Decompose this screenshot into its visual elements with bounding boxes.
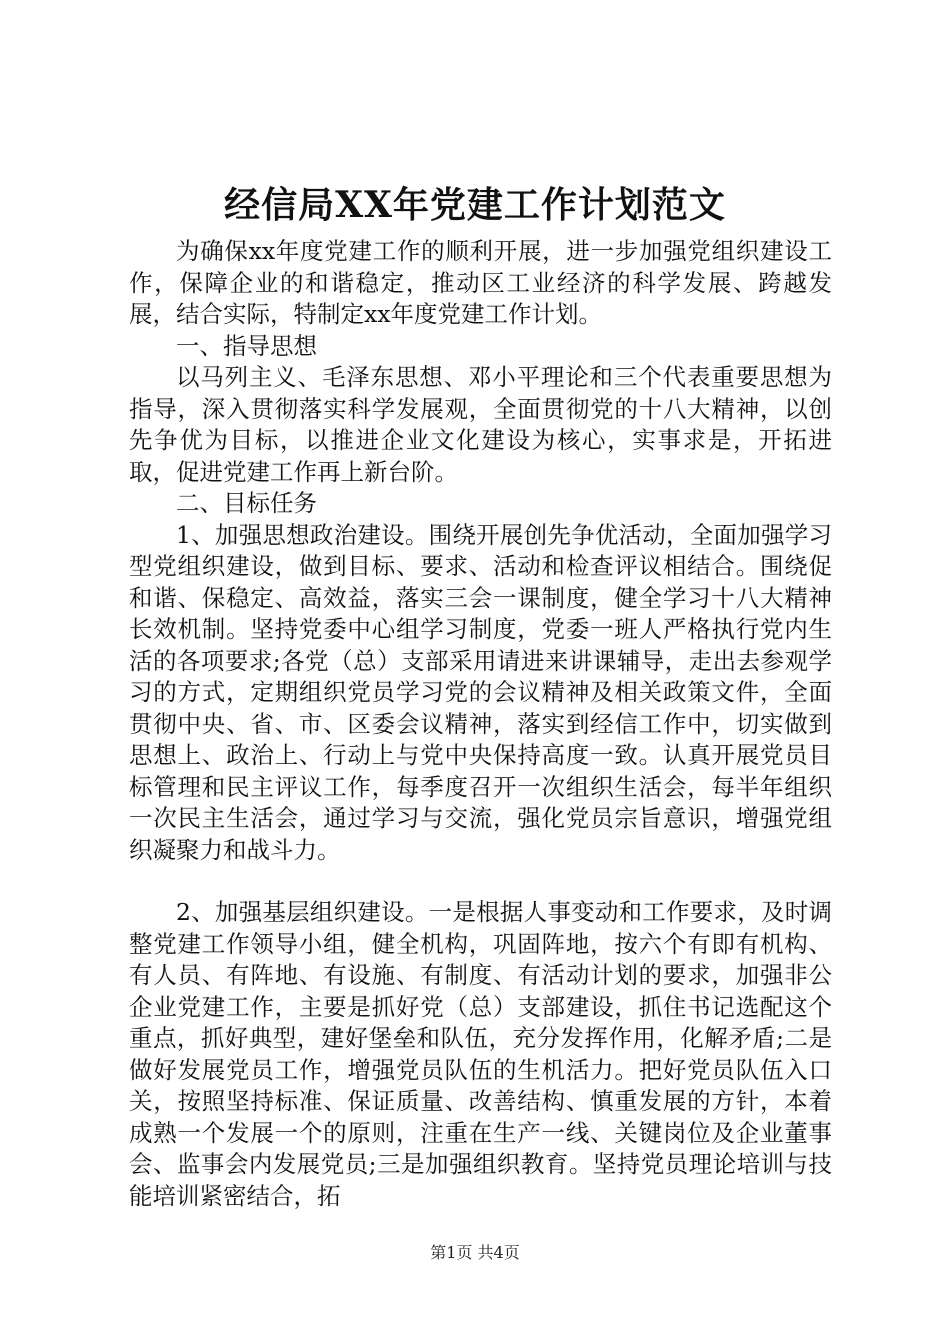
task-1-paragraph: 1、加强思想政治建设。围绕开展创先争优活动，全面加强学习型党组织建设，做到目标、要求、活动和检查评议相结合。围绕促和谐、保稳定、高效益，落实三会一课制度，健全学习十八大精神长效机制。坚持党委中心组学习制度，党委一班人严格执行党内生活的各项要求;各党（总）支部采用请进来讲课辅导，走出去参观学习的方式，定期组织党员学习党的会议精神及相关政策文件，全面贯彻中央、省、市、区委会议精神，落实到经信工作中，切实做到思想上、政治上、行动上与党中央保持高度一致。认真开展党员目标管理和民主评议工作，每季度召开一次组织生活会，每半年组织一次民主生活会，通过学习与交流，强化党员宗旨意识，增强党组织凝聚力和战斗力。: [129, 520, 832, 864]
intro-paragraph: 为确保xx年度党建工作的顺利开展，进一步加强党组织建设工作，保障企业的和谐稳定，推动区工业经济的科学发展、跨越发展，结合实际，特制定xx年度党建工作计划。: [129, 237, 832, 328]
task-2-paragraph: 2、加强基层组织建设。一是根据人事变动和工作要求，及时调整党建工作领导小组，健全机构，巩固阵地，按六个有即有机构、有人员、有阵地、有设施、有制度、有活动计划的要求，加强非公企业党建工作，主要是抓好党（总）支部建设，抓住书记选配这个重点，抓好典型，建好堡垒和队伍，充分发挥作用，化解矛盾;二是做好发展党员工作，增强党员队伍的生机活力。把好党员队伍入口关，按照坚持标准、保证质量、改善结构、慎重发展的方针，本着成熟一个发展一个的原则，注重在生产一线、关键岗位及企业董事会、监事会内发展党员;三是加强组织教育。坚持党员理论培训与技能培训紧密结合，拓: [129, 898, 832, 1210]
document-body: [129, 236, 832, 1212]
section-heading-guiding-ideology: 一、指导思想: [176, 331, 317, 360]
guiding-ideology-paragraph: 以马列主义、毛泽东思想、邓小平理论和三个代表重要思想为指导，深入贯彻落实科学发展观，全面贯彻党的十八大精神，以创先争优为目标，以推进企业文化建设为核心，实事求是，开拓进取，促进党建工作再上新台阶。: [129, 363, 832, 486]
document-title: 经信局XX年党建工作计划范文: [224, 184, 726, 226]
page-footer: 第1页 共4页: [430, 1243, 520, 1262]
section-heading-goals-tasks: 二、目标任务: [176, 489, 317, 517]
